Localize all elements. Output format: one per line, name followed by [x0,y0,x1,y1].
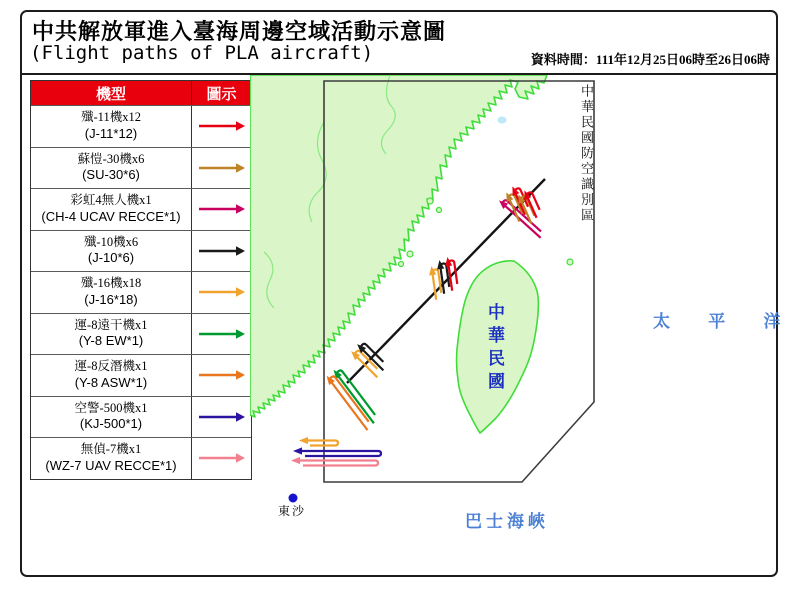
legend-arrow-icon [196,119,248,133]
aircraft-name-zh: 空警-500機x1 [74,400,148,415]
aircraft-name-zh: 無偵-7機x1 [80,442,142,457]
legend-row [31,188,251,230]
legend-row [31,271,251,313]
adiz-zone-label: 中華民國防空識別區 [579,84,594,224]
legend-arrow-icon [196,161,248,175]
aircraft-name-en: (CH-4 UCAV RECCE*1) [41,208,181,224]
bashi-channel-label: 巴士海峽 [465,512,549,531]
aircraft-name-en: (KJ-500*1) [79,416,143,432]
aircraft-name-zh: 殲-11機x12 [81,110,141,125]
pacific-ocean-label: 太 平 洋 [653,312,798,331]
figure-frame [20,10,798,577]
islet [399,262,404,267]
flight-path-wz7 [291,457,378,466]
data-time-label: 資料時間：111年12月25日06時至26日06時 [530,52,770,67]
taiwan-label: 中華民國 [485,303,504,395]
islet [437,208,442,213]
aircraft-name-en: (SU-30*6) [82,167,140,183]
legend-row [31,437,251,479]
flight-path-j11 [444,256,458,291]
dongsha-label: 東沙 [278,504,307,518]
legend-arrow-icon [196,202,248,216]
aircraft-name-zh: 運-8遠干機x1 [74,317,148,332]
page-title: 中共解放軍進入臺海周邊空域活動示意圖 [32,19,447,44]
islet [567,259,573,265]
legend-arrow-icon [196,451,248,465]
aircraft-name-zh: 殲-10機x6 [83,234,139,249]
flight-path-kj500 [293,447,381,456]
legend-arrow-icon [196,244,248,258]
aircraft-name-zh: 運-8反潛機x1 [74,359,148,374]
islet [407,251,413,257]
legend-arrow-icon [196,410,248,424]
legend-table [30,80,252,480]
legend-row [31,396,251,438]
legend-row [31,147,251,189]
aircraft-name-en: (J-16*18) [84,291,138,307]
legend-header-type: 機型 [31,81,192,105]
legend-row [31,313,251,355]
aircraft-name-en: (J-10*6) [87,250,135,266]
legend-row [31,105,251,147]
flight-path-j16-west [299,437,338,446]
aircraft-name-zh: 殲-16機x18 [80,276,142,291]
aircraft-name-en: (WZ-7 UAV RECCE*1) [45,457,177,473]
legend-arrow-icon [196,368,248,382]
aircraft-name-en: (Y-8 ASW*1) [74,374,148,390]
islet [427,198,433,204]
legend-row [31,354,251,396]
aircraft-name-zh: 蘇愷-30機x6 [77,151,145,166]
aircraft-name-en: (J-11*12) [84,125,138,141]
legend-arrow-icon [196,327,248,341]
aircraft-name-en: (Y-8 EW*1) [78,333,144,349]
aircraft-name-zh: 彩虹4無人機x1 [70,193,152,208]
legend-rows [31,105,251,479]
page-subtitle: (Flight paths of PLA aircraft) [30,42,374,64]
legend-header [31,81,251,105]
legend-row [31,230,251,272]
legend-arrow-icon [196,285,248,299]
legend-header-symbol: 圖示 [206,86,237,103]
lake [498,117,507,124]
